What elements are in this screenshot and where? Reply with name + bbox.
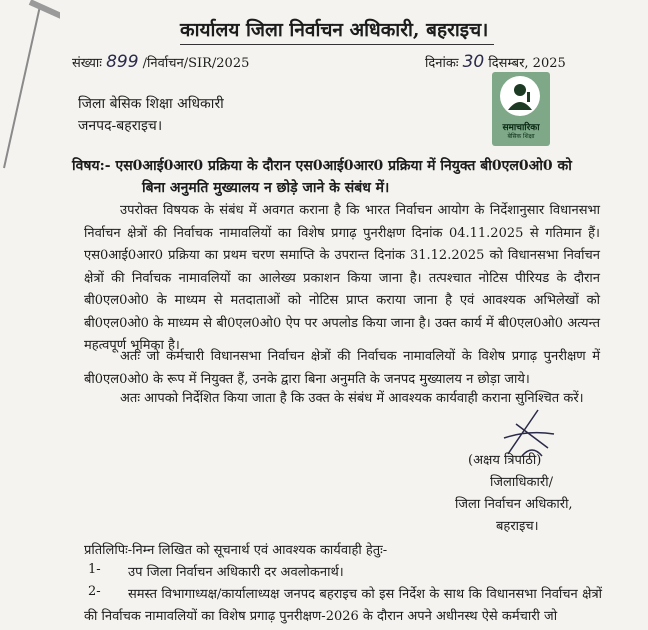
paper-fold-mark	[0, 0, 60, 170]
signatory-title2: जिला निर्वाचन अधिकारी,	[455, 497, 573, 512]
date-line	[425, 52, 566, 72]
subject-line1: विषय:- एस0आई0आर0 प्रक्रिया के दौरान एस0आई0आर0 प्रक्रिया में नियुक्त बी0एल0ओ0 को	[72, 158, 572, 174]
ref-number: 899	[106, 52, 139, 72]
ref-suffix: /निर्वाचन/SIR/2025	[142, 56, 250, 71]
copy-item-text: उप जिला निर्वाचन अधिकारी दर अवलोकनार्थ।	[128, 565, 344, 580]
recipient-line1: जिला बेसिक शिक्षा अधिकारी	[78, 96, 224, 112]
signatory-place: बहराइच।	[496, 519, 539, 534]
signatory-title1: जिलाधिकारी/	[490, 475, 553, 490]
office-title: कार्यालय जिला निर्वाचन अधिकारी, बहराइच।	[180, 19, 489, 41]
paragraph-2: अतः जो कर्मचारी विधानसभा निर्वाचन क्षेत्रों की निर्वाचक नामावलियों के विशेष प्रगाढ़ पुनरीक्षण में बी0एल0ओ0 के रूप में नियुक्त हैं, उनके द्वारा बिना अनुमति के जनपद मुख्यालय न छोड़ा जाये।	[84, 349, 600, 387]
date-rest: दिसम्बर, 2025	[488, 56, 566, 71]
copy-item-number: 2-	[88, 584, 101, 599]
title-underline	[180, 44, 494, 45]
copy-heading: प्रतिलिपिः-निम्न लिखित को सूचनार्थ एवं आवश्यक कार्यवाही हेतुः-	[84, 543, 388, 558]
logo-title: समाचारिका	[502, 123, 540, 133]
paragraph-3: अतः आपको निर्देशित किया जाता है कि उक्त के संबंध में आवश्यक कार्यवाही कराना सुनिश्चित करें।	[120, 391, 584, 406]
copy-item-text: समस्त विभागाध्यक्ष/कार्यालाध्यक्ष जनपद बहराइच को इस निर्देश के साथ कि विधानसभा निर्वाचन क्षेत्रों की निर्वाचक नामावलियों का विशेष प्रगाढ़ पुनरीक्षण-2026 के दौरान अपने अधीनस्थ ऐसे कर्मचारी जो	[84, 587, 602, 624]
date-label: दिनांकः	[425, 56, 459, 71]
person-icon	[500, 76, 540, 116]
recipient-line2: जनपद-बहराइच।	[78, 118, 163, 134]
date-day: 30	[462, 52, 485, 72]
signatory-name: (अक्षय त्रिपाठी)	[468, 453, 542, 468]
logo-tagline: बेसिक शिक्षा	[507, 133, 535, 140]
subject-line2: बिना अनुमति मुख्यालय न छोड़े जाने के संबंध में।	[142, 180, 390, 196]
logo-emblem	[500, 76, 540, 116]
copy-item-number: 1-	[88, 562, 101, 577]
paragraph-1: उपरोक्त विषयक के संबंध में अवगत कराना है कि भारत निर्वाचन आयोग के निर्देशानुसार विधानसभा निर्वाचन क्षेत्रों की निर्वाचक नामावलियों का विशेष प्रगाढ़ पुनरीक्षण दिनांक 04.11.2025 से गतिमान हैं। एस0आई0आर0 प्रक्रिया का प्रथम चरण समाप्ति के उपरान्त दिनांक 31.12.2025 को विधानसभा निर्वाचन क्षेत्रों की निर्वाचक नामावलियों का आलेख्य प्रकाशन किया जाना है। तत्पश्चात नोटिस पीरियड के दौरान बी0एल0ओ0 के माध्यम से मतदाताओं को नोटिस प्राप्त कराया जाना है एवं आवश्यक अभिलेखों को बी0एल0ओ0 के माध्यम से बी0एल0ओ0 ऐप पर अपलोड किया जाना है। उक्त कार्य में बी0एल0ओ0 अत्यन्त महत्वपूर्ण भूमिका है।	[84, 203, 600, 353]
ref-label: संख्याः	[72, 56, 102, 71]
reference-line	[72, 52, 249, 72]
samacharika-logo	[492, 72, 550, 146]
